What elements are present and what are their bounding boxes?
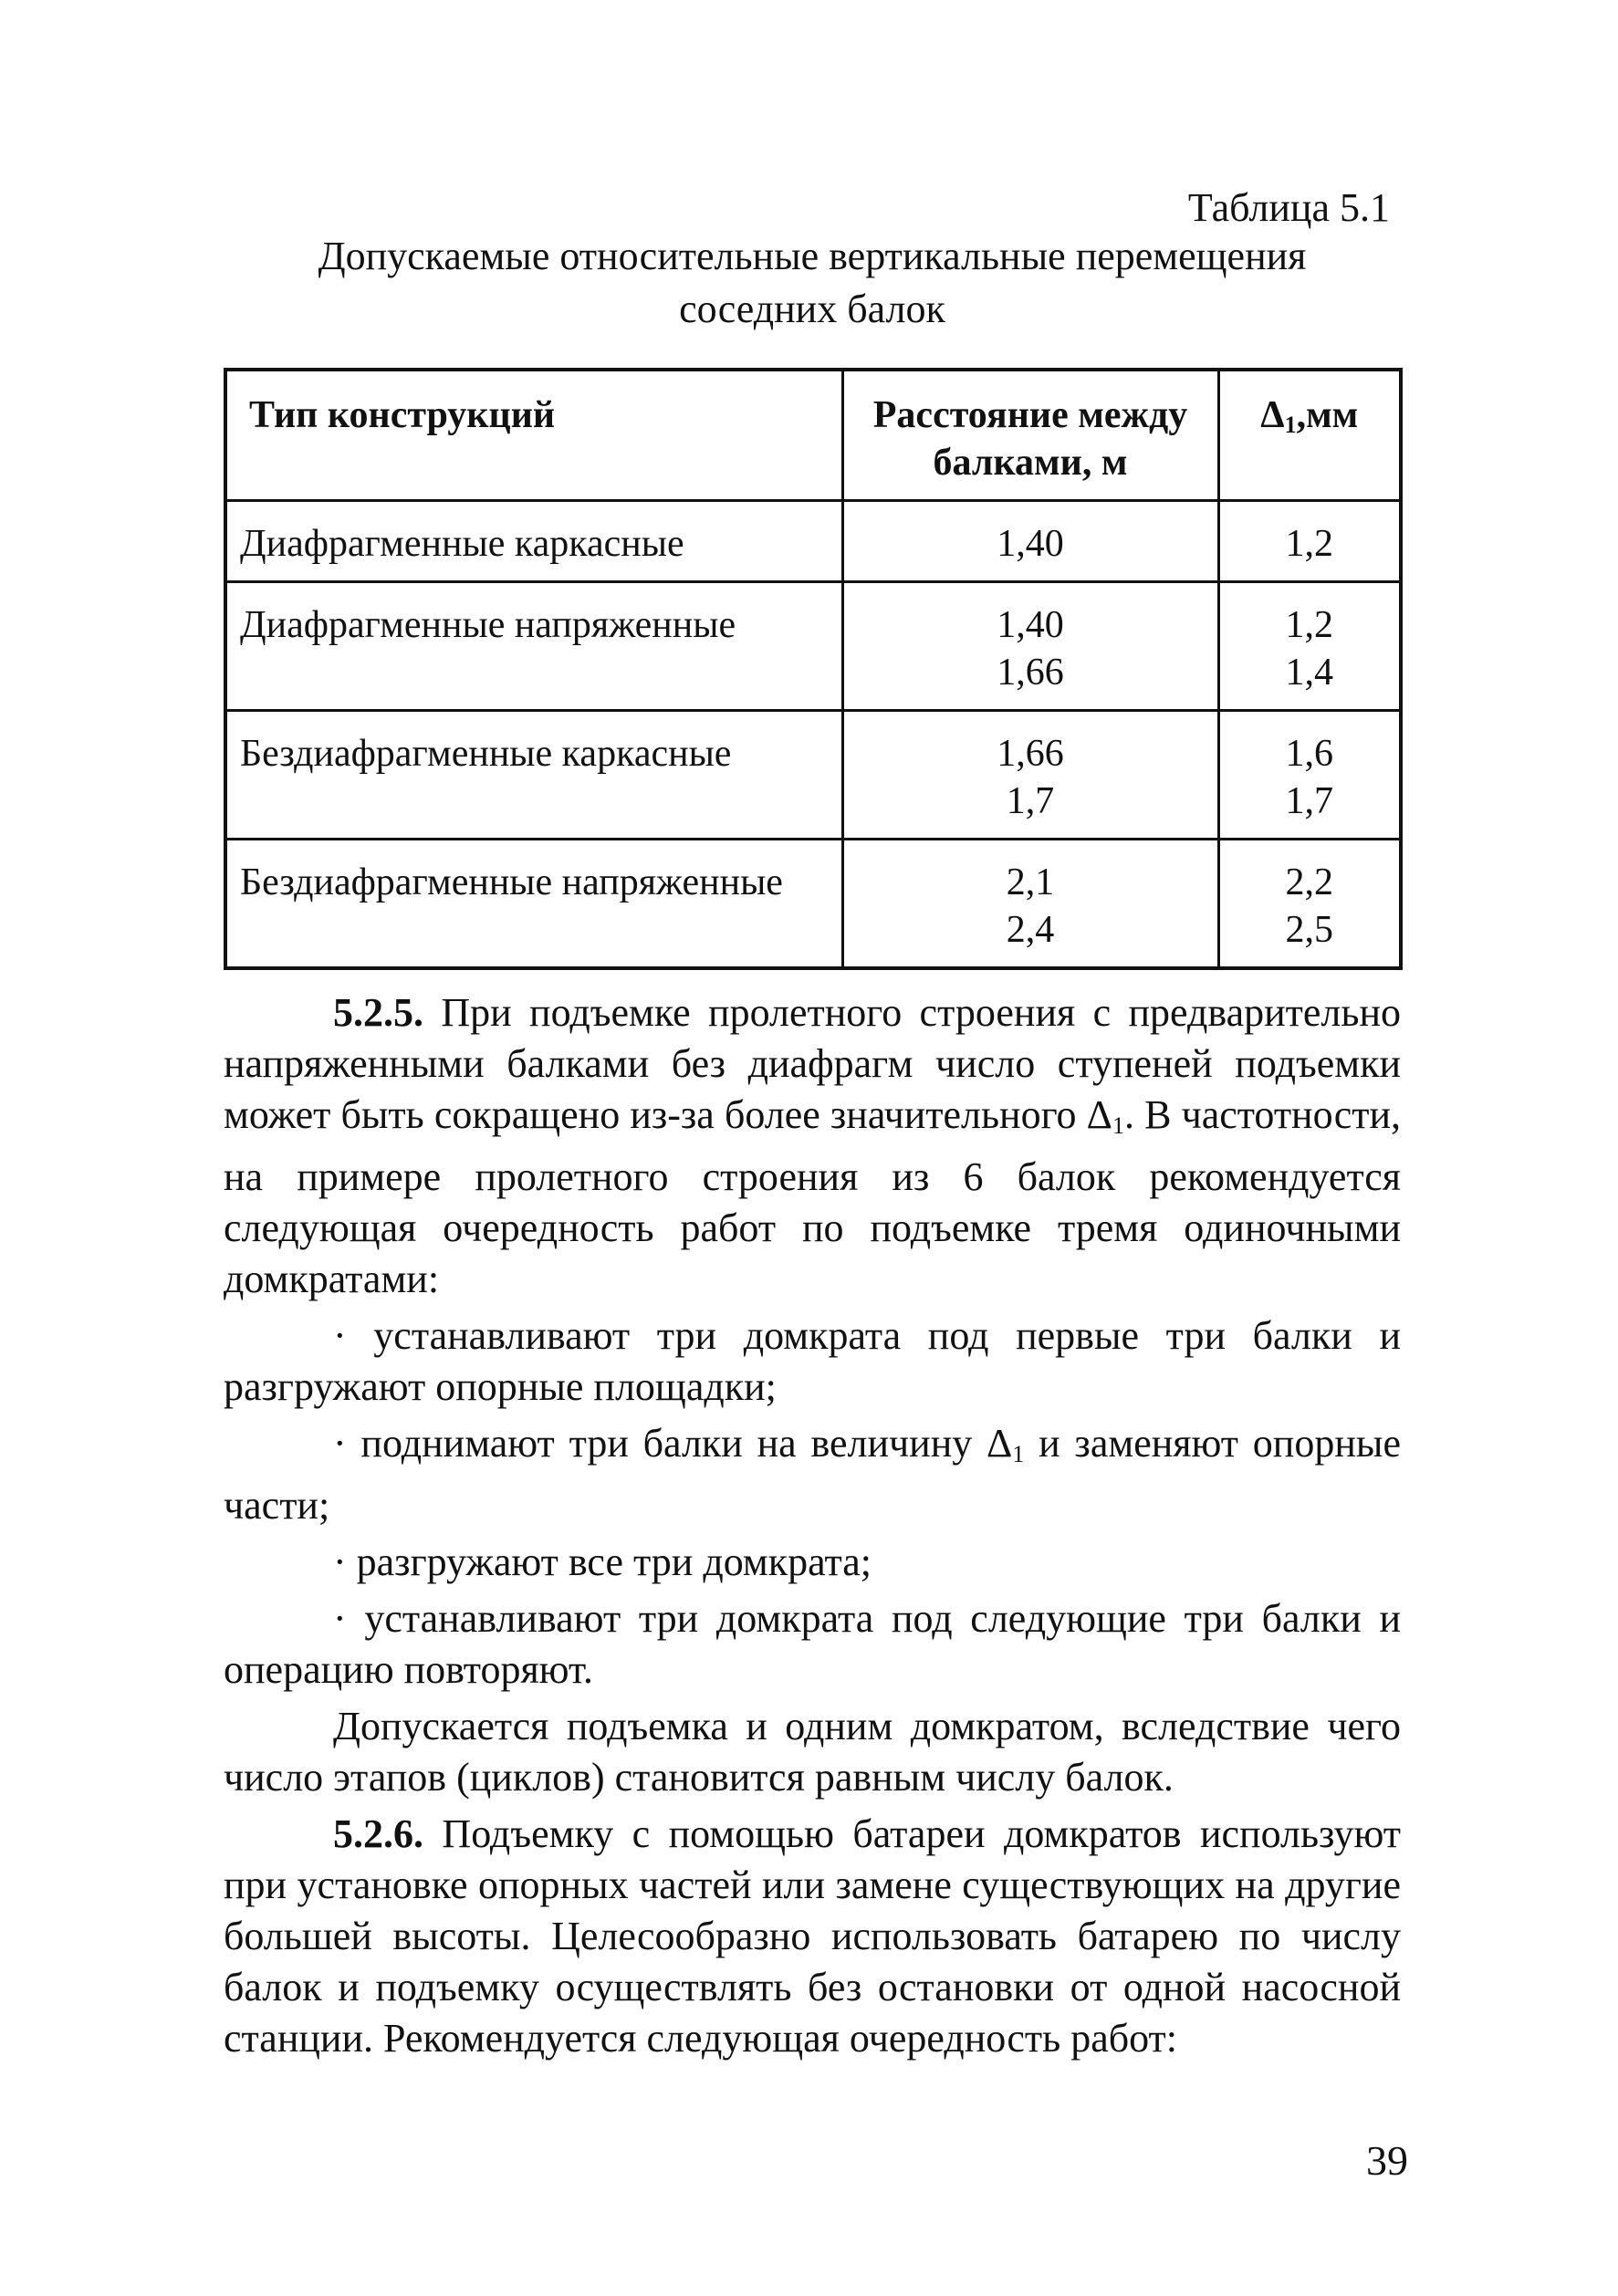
header-construction-type: Тип конструкций <box>225 370 842 501</box>
cell-value: 1,7 <box>1006 780 1055 822</box>
list-item <box>224 1418 1401 1531</box>
table-row <box>225 711 1401 840</box>
header-delta-symbol: Δ <box>1260 394 1285 436</box>
cell-value: 2,1 <box>1006 861 1055 903</box>
displacement-table <box>224 368 1403 970</box>
cell-value: 1,2 <box>1285 604 1333 646</box>
cell-beam-distance <box>842 501 1218 582</box>
cell-delta <box>1218 840 1401 969</box>
table-caption-title-line2: соседних балок <box>679 287 945 331</box>
list-item: · устанавливают три домкрата под следующие три балки и операцию повторяют. <box>224 1596 1401 1692</box>
cell-construction-type: Диафрагменные каркасные <box>225 501 842 582</box>
header-beam-distance-line1: Расстояние между <box>872 394 1188 436</box>
list-item: · устанавливают три домкрата под первые три балки и разгружают опорные площадки; <box>224 1313 1401 1409</box>
header-delta-subscript: 1 <box>1284 412 1297 438</box>
header-beam-distance-line2: балками, м <box>933 442 1128 484</box>
cell-value: 2,4 <box>1006 909 1055 951</box>
cell-beam-distance <box>842 582 1218 711</box>
cell-value: 1,40 <box>997 523 1064 565</box>
paragraph-text: Подъемку с помощью батареи домкратов используют при установке опорных частей или замене существующих на другие большей высоты. Целесообразно использовать батарею по числу балок и подъемку осуществлять без остановки от одной насосной станции. Рекомендуется следующая очередность работ: <box>224 1811 1401 2061</box>
list-item: · разгружают все три домкрата; <box>333 1539 872 1584</box>
cell-beam-distance <box>842 840 1218 969</box>
cell-value: 1,7 <box>1285 780 1333 822</box>
delta-subscript: 1 <box>1012 1441 1025 1467</box>
page-number: 39 <box>1366 2137 1408 2184</box>
cell-delta <box>1218 582 1401 711</box>
paragraph-text: При подъемке пролетного строения с предварительно напряженными балками без диафрагм число ступеней подъемки может быть сокращено из-за более значительного Δ <box>224 990 1401 1137</box>
header-delta-unit: ,мм <box>1296 394 1359 436</box>
table-header-row <box>225 370 1401 501</box>
table-caption-title-line1: Допускаемые относительные вертикальные перемещения <box>318 234 1307 278</box>
list-item-text: и заменяют опорные части; <box>224 1421 1401 1528</box>
table-row <box>225 840 1401 969</box>
section-number: 5.2.5. <box>333 990 423 1035</box>
cell-value: 1,40 <box>997 604 1064 646</box>
table-caption-label: Таблица 5.1 <box>1187 185 1390 230</box>
cell-construction-type: Диафрагменные напряженные <box>225 582 842 711</box>
paragraph-text: . В частотности, на примере пролетного строения из 6 балок рекомендуется следующая очередность работ по подъемке тремя одиночными домкратами: <box>224 1092 1401 1301</box>
paragraph-single-jack: Допускается подъемка и одним домкратом, вследствие чего число этапов (циклов) становится равным числу балок. <box>224 1704 1401 1800</box>
body-text <box>224 987 1401 2070</box>
cell-value: 1,6 <box>1285 733 1333 775</box>
cell-delta <box>1218 501 1401 582</box>
cell-value: 1,4 <box>1285 652 1333 694</box>
header-beam-distance <box>842 370 1218 501</box>
paragraph-5-2-5 <box>224 987 1401 1305</box>
cell-beam-distance <box>842 711 1218 840</box>
cell-delta <box>1218 711 1401 840</box>
cell-value: 2,2 <box>1285 861 1333 903</box>
section-number: 5.2.6. <box>333 1811 423 1856</box>
table-row <box>225 582 1401 711</box>
cell-construction-type: Бездиафрагменные напряженные <box>225 840 842 969</box>
header-delta <box>1218 370 1401 501</box>
cell-value: 1,66 <box>997 733 1064 775</box>
cell-value: 1,66 <box>997 652 1064 694</box>
table-caption-title <box>224 230 1401 336</box>
cell-construction-type: Бездиафрагменные каркасные <box>225 711 842 840</box>
list-item-text: · поднимают три балки на величину Δ <box>333 1421 1013 1466</box>
delta-subscript: 1 <box>1112 1112 1124 1139</box>
cell-value: 2,5 <box>1285 909 1333 951</box>
cell-value: 1,2 <box>1285 523 1333 565</box>
table-row <box>225 501 1401 582</box>
paragraph-5-2-6 <box>224 1809 1401 2064</box>
